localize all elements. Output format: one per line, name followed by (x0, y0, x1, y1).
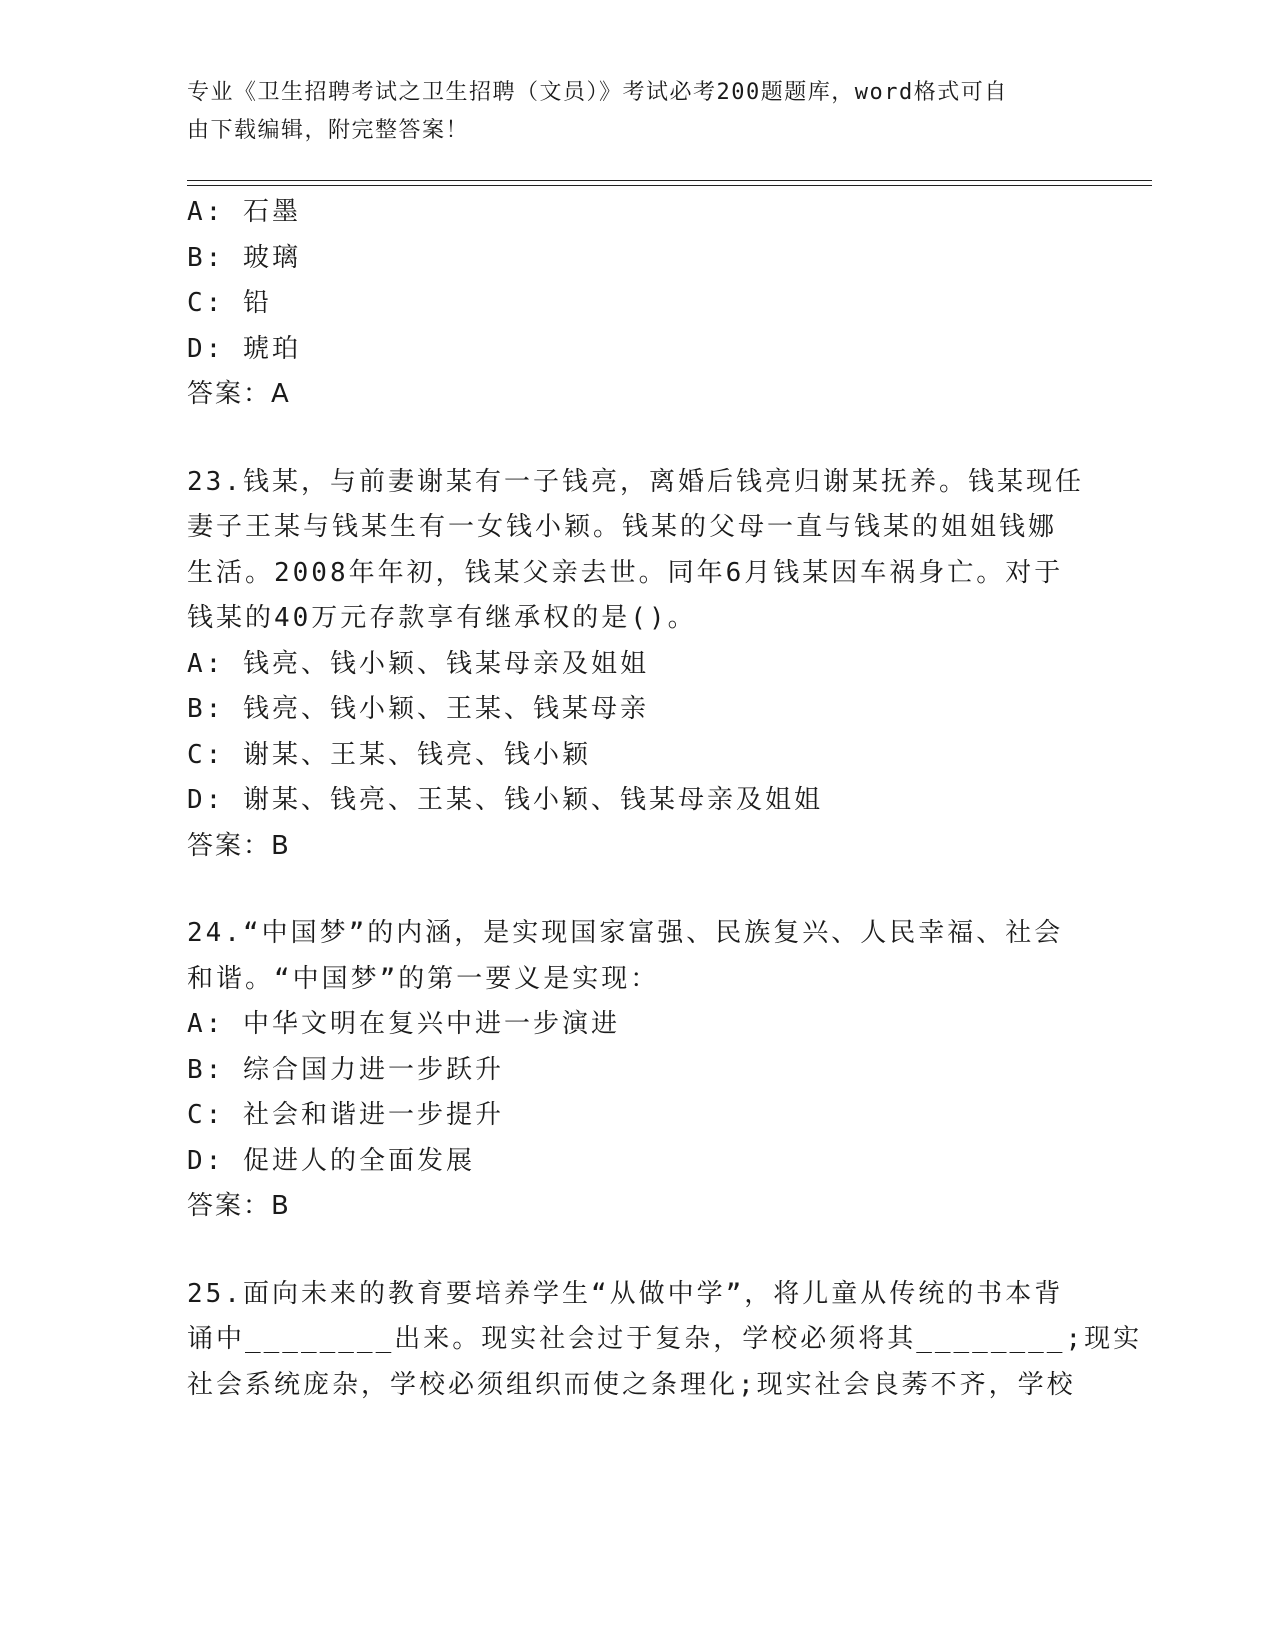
question-25 (187, 1272, 1143, 1409)
question-24 (187, 911, 1072, 1230)
question-text-line: 生活。2008年年初，钱某父亲去世。同年6月钱某因车祸身亡。对于 (187, 557, 1064, 588)
option-c: C: 铅 (187, 288, 272, 318)
header-divider-bottom (187, 185, 1152, 186)
answer: 答案：B (187, 830, 291, 861)
option-b: B: 钱亮、钱小颖、王某、钱某母亲 (187, 694, 649, 724)
option-a: A: 石墨 (187, 197, 301, 227)
question-text (187, 911, 1072, 1002)
option-d: D: 谢某、钱亮、王某、钱小颖、钱某母亲及姐姐 (187, 785, 823, 815)
option-b: B: 综合国力进一步跃升 (187, 1054, 504, 1085)
question-text-line: 诵中________出来。现实社会过于复杂，学校必须将其________;现实 (187, 1324, 1143, 1354)
option-d: D: 促进人的全面发展 (187, 1145, 475, 1176)
question-22 (187, 190, 1072, 418)
header-line-2: 由下载编辑，附完整答案！ (187, 118, 470, 143)
question-text-line: 25.面向未来的教育要培养学生“从做中学”，将儿童从传统的书本背 (187, 1278, 1064, 1309)
question-text-line: 23.钱某，与前妻谢某有一子钱亮，离婚后钱亮归谢某抚养。钱某现任 (187, 466, 1084, 497)
answer: 答案：A (187, 379, 291, 409)
option-c: C: 谢某、王某、钱亮、钱小颖 (187, 739, 591, 770)
header-line-1: 专业《卫生招聘考试之卫生招聘（文员）》考试必考200题题库，word格式可自 (187, 80, 1008, 105)
question-list (187, 190, 1143, 1408)
option-a: A: 中华文明在复兴中进一步演进 (187, 1009, 620, 1039)
option-b: B: 玻璃 (187, 242, 301, 273)
option-c: C: 社会和谐进一步提升 (187, 1100, 504, 1130)
document-header (187, 74, 1067, 150)
option-d: D: 琥珀 (187, 333, 301, 364)
option-a: A: 钱亮、钱小颖、钱某母亲及姐姐 (187, 648, 649, 679)
question-text-line: 钱某的40万元存款享有继承权的是()。 (187, 603, 697, 633)
question-text (187, 460, 1084, 642)
question-text-line: 和谐。“中国梦”的第一要义是实现： (187, 963, 660, 994)
header-divider-top (187, 180, 1152, 181)
question-text-line: 妻子王某与钱某生有一女钱小颖。钱某的父母一直与钱某的姐姐钱娜 (187, 512, 1058, 542)
question-text-line: 社会系统庞杂，学校必须组织而使之条理化;现实社会良莠不齐，学校 (187, 1369, 1076, 1400)
answer: 答案：B (187, 1191, 291, 1221)
question-text-line: 24.“中国梦”的内涵，是实现国家富强、民族复兴、人民幸福、社会 (187, 918, 1064, 948)
question-23 (187, 460, 1084, 870)
question-text (187, 1272, 1143, 1409)
